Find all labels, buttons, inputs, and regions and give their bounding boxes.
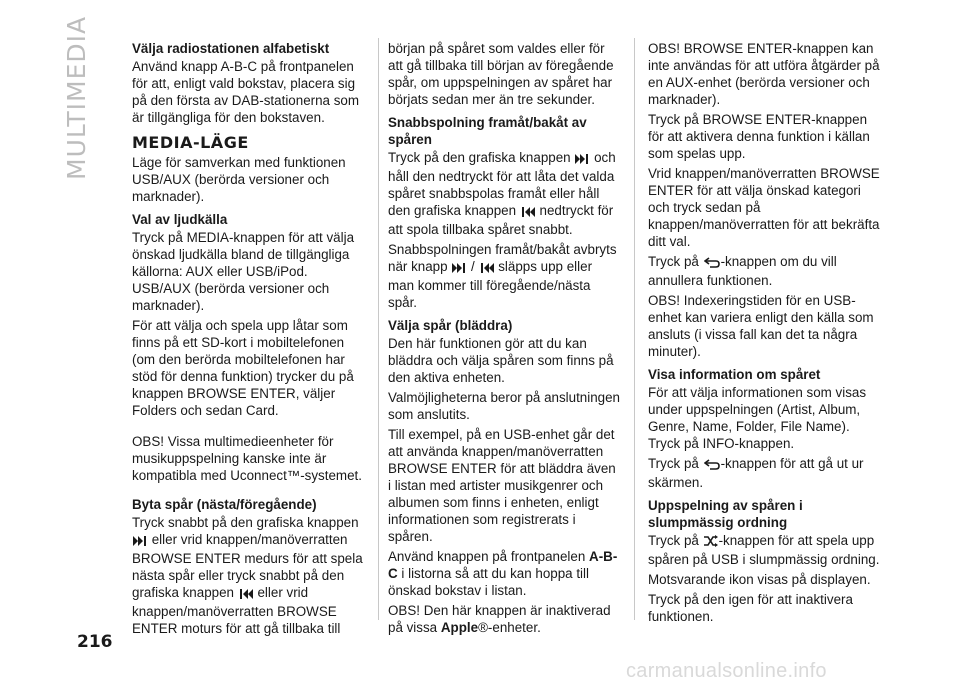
paragraph: För att välja och spela upp låtar som finns på ett SD-kort i mobiltelefonen (om den berörda mobiltelefonen har stöd för denna funktion) trycker du på knappen BROWSE ENTER, väljer Folders och sedan Card. bbox=[132, 318, 354, 418]
paragraph: Till exempel, på en USB-enhet går det att använda knappen/manöverratten BROWSE ENTER för att bläddra även i listan med artister musikgenrer och albumen som finns i enheten, enligt informationen som registrerats i spåren. bbox=[388, 427, 616, 544]
shuffle-icon bbox=[704, 534, 718, 551]
heading-media-lage: MEDIA-LÄGE bbox=[132, 133, 249, 152]
text-run: Tryck på bbox=[648, 456, 699, 471]
text-run: ®-enheter. bbox=[478, 620, 541, 635]
heading-ljudkalla: Val av ljudkälla bbox=[132, 212, 228, 227]
text-run: / bbox=[471, 259, 475, 274]
text-run: -knappen för att spela upp spåren på USB i slumpmässig ordning. bbox=[648, 533, 880, 567]
paragraph: Motsvarande ikon visas på displayen. bbox=[648, 572, 871, 587]
previous-track-icon bbox=[480, 260, 494, 277]
heading-visa-information: Visa information om spåret bbox=[648, 367, 821, 382]
text-run: Använd knappen på frontpanelen bbox=[388, 549, 586, 564]
text-run: eller vrid knappen/manöverratten BROWSE ENTER moturs för att gå tillbaka till bbox=[132, 585, 341, 636]
next-track-icon bbox=[452, 260, 466, 277]
paragraph: Använd knapp A-B-C på frontpanelen för att, enligt vald bokstav, placera sig på den första av DAB-stationerna som är tillgängliga för den bokstaven. bbox=[132, 59, 360, 125]
next-track-icon bbox=[575, 151, 589, 168]
heading-valja-spar: Välja spår (bläddra) bbox=[388, 318, 513, 333]
paragraph bbox=[132, 514, 370, 637]
column-divider bbox=[378, 38, 379, 620]
paragraph: Läge för samverkan med funktionen USB/AUX (berörda versioner och marknader). bbox=[132, 155, 346, 204]
note-paragraph: OBS! Vissa multimedieenheter för musikuppspelning kanske inte är kompatibla med Uconnect™-systemet. bbox=[132, 434, 362, 483]
paragraph: början på spåret som valdes eller för att gå tillbaka till början av föregående spår, om uppspelningen av spåret har börjats sedan mer än tre sekunder. bbox=[388, 41, 614, 107]
bold-text-run: Apple bbox=[440, 620, 479, 635]
text-run: Tryck snabbt på den grafiska knappen bbox=[132, 515, 359, 530]
text-run: nedtryckt för att spola tillbaka spåret snabbt. bbox=[388, 203, 614, 237]
bold-text-run: A-B-C bbox=[388, 549, 618, 581]
text-run: OBS! Den här knappen är inaktiverad på vissa bbox=[388, 603, 611, 635]
paragraph: Tryck på den igen för att inaktivera funktionen. bbox=[648, 592, 853, 624]
heading-snabbspolning: Snabbspolning framåt/bakåt av spåren bbox=[388, 115, 587, 147]
paragraph bbox=[648, 532, 884, 568]
previous-track-icon bbox=[239, 586, 253, 603]
text-run: -knappen för att gå ut ur skärmen. bbox=[648, 456, 864, 490]
paragraph bbox=[388, 241, 620, 311]
watermark-text: carmanualsonline.info bbox=[626, 660, 827, 682]
paragraph: Valmöjligheterna beror på anslutningen som anslutits. bbox=[388, 390, 621, 422]
text-column-1 bbox=[132, 40, 370, 640]
heading-alfabetiskt: Välja radiostationen alfabetiskt bbox=[132, 41, 330, 56]
text-run: Tryck på den grafiska knappen bbox=[388, 150, 571, 165]
paragraph bbox=[388, 548, 620, 599]
previous-track-icon bbox=[521, 204, 535, 221]
paragraph: Tryck på BROWSE ENTER-knappen för att aktivera denna funktion i källan som spelas upp. bbox=[648, 112, 870, 161]
text-run: Snabbspolningen framåt/bakåt avbryts när knapp bbox=[388, 242, 617, 274]
text-run: Tryck på bbox=[648, 533, 699, 548]
heading-byta-spar: Byta spår (nästa/föregående) bbox=[132, 497, 317, 512]
paragraph: OBS! BROWSE ENTER-knappen kan inte användas för att utföra åtgärder på en AUX-enhet (berörda versioner och marknader). bbox=[648, 41, 880, 107]
next-track-icon bbox=[133, 533, 147, 550]
text-run: och håll den nedtryckt för att låta det valda spåret snabbspolas framåt eller håll den grafiska knappen bbox=[388, 150, 616, 218]
paragraph: Tryck på MEDIA-knappen för att välja önskad ljudkälla bland de tillgängliga källorna: AUX eller USB/iPod. USB/AUX (berörda versioner och marknader). bbox=[132, 230, 355, 313]
text-run: -knappen om du vill annullera funktionen. bbox=[648, 254, 837, 288]
back-arrow-icon bbox=[704, 457, 720, 474]
heading-slumpmassig: Uppspelning av spåren i slumpmässig ordning bbox=[648, 498, 803, 530]
paragraph: För att välja informationen som visas under uppspelningen (Artist, Album, Genre, Name, Folder, File Name). Tryck på INFO-knappen. bbox=[648, 385, 867, 451]
section-side-title: MULTIMEDIA bbox=[62, 15, 91, 180]
paragraph bbox=[648, 455, 884, 491]
paragraph bbox=[648, 253, 884, 289]
paragraph: Den här funktionen gör att du kan bläddra och välja spåren som finns på den aktiva enheten. bbox=[388, 336, 614, 385]
page-number: 216 bbox=[77, 632, 113, 652]
text-run: Tryck på bbox=[648, 254, 699, 269]
paragraph bbox=[388, 602, 620, 636]
text-run: i listorna så att du kan hoppa till önskad bokstav i listan. bbox=[388, 566, 589, 598]
text-column-3 bbox=[648, 40, 884, 628]
back-arrow-icon bbox=[704, 255, 720, 272]
text-run: eller vrid knappen/manöverratten BROWSE ENTER medurs för att spela nästa spår eller tryck snabbt på den grafiska knappen bbox=[132, 532, 363, 600]
text-column-2 bbox=[388, 40, 620, 639]
paragraph: OBS! Indexeringstiden för en USB-enhet kan variera enligt den källa som ansluts (i vissa fall kan det ta några minuter). bbox=[648, 293, 874, 359]
paragraph bbox=[388, 149, 620, 238]
text-run: släpps upp eller man kommer till föregående/nästa spår. bbox=[388, 259, 593, 310]
column-divider bbox=[634, 38, 635, 620]
paragraph: Vrid knappen/manöverratten BROWSE ENTER för att välja önskad kategori och tryck sedan på knappen/manöverratten för att bekräfta ditt val. bbox=[648, 166, 880, 249]
